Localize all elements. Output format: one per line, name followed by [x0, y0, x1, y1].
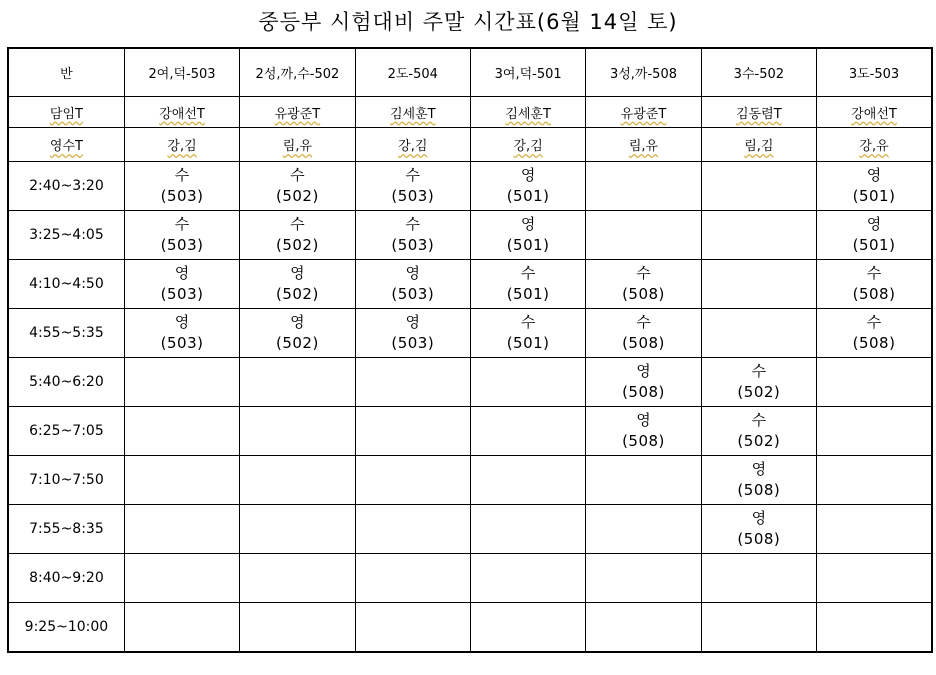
schedule-cell [355, 603, 470, 653]
time-slot-row [8, 358, 932, 407]
schedule-cell [817, 309, 932, 358]
schedule-cell [470, 554, 585, 603]
schedule-cell [124, 407, 239, 456]
time-slot-row [8, 456, 932, 505]
room-label: (502) [737, 432, 781, 450]
schedule-cell [701, 505, 816, 554]
schedule-cell [355, 456, 470, 505]
schedule-cell [355, 309, 470, 358]
homeroom-row-label [8, 97, 124, 128]
room-label: (502) [275, 236, 319, 254]
time-slot-row [8, 260, 932, 309]
subject-label: 영 [751, 460, 767, 478]
room-label: (503) [391, 236, 435, 254]
schedule-cell [586, 211, 701, 260]
schedule-cell [470, 358, 585, 407]
schedule-cell [470, 603, 585, 653]
schedule-cell [586, 554, 701, 603]
time-slot-label: 7:10~7:50 [8, 456, 124, 505]
schedule-cell [124, 554, 239, 603]
subject-label: 수 [290, 215, 305, 233]
engmath-teachers [124, 128, 239, 162]
homeroom-teacher-text: 유광준T [620, 106, 667, 122]
engmath-teachers-text: 강,김 [167, 139, 197, 154]
subject-label: 영 [866, 166, 882, 184]
homeroom-teacher-text: 김세훈T [505, 106, 551, 122]
schedule-cell [240, 162, 355, 211]
time-slot-label: 4:10~4:50 [8, 260, 124, 309]
homeroom-teacher [817, 97, 932, 128]
class-row-label: 반 [8, 48, 124, 97]
subject-label: 영 [866, 215, 882, 233]
room-label: (503) [391, 285, 435, 303]
room-label: (502) [275, 285, 319, 303]
homeroom-teacher [470, 97, 585, 128]
homeroom-teacher [586, 97, 701, 128]
schedule-cell [470, 505, 585, 554]
time-slot-label: 5:40~6:20 [8, 358, 124, 407]
homeroom-teacher-text: 강애선T [159, 106, 205, 122]
engmath-row-label [8, 128, 124, 162]
schedule-cell [701, 162, 816, 211]
room-label: (508) [622, 432, 665, 450]
room-label: (503) [160, 236, 204, 254]
engmath-teachers-text: 림,김 [744, 139, 774, 154]
schedule-cell [586, 456, 701, 505]
class-header-row [8, 48, 932, 97]
schedule-cell [586, 358, 701, 407]
subject-label: 수 [636, 264, 651, 282]
schedule-cell [701, 358, 816, 407]
time-slot-label: 3:25~4:05 [8, 211, 124, 260]
schedule-cell [124, 309, 239, 358]
subject-label: 수 [520, 313, 536, 331]
timetable [7, 47, 933, 653]
schedule-cell [240, 505, 355, 554]
schedule-cell [355, 554, 470, 603]
subject-label: 영 [405, 264, 421, 282]
engmath-row [8, 128, 932, 162]
homeroom-teacher-text: 김동렴T [736, 106, 782, 122]
schedule-cell [124, 505, 239, 554]
class-name: 3성,까-508 [586, 48, 701, 97]
class-name: 2여,덕-503 [124, 48, 239, 97]
schedule-cell [240, 211, 355, 260]
homeroom-teacher-text: 유광준T [274, 106, 321, 122]
schedule-cell [240, 407, 355, 456]
room-label: (503) [160, 334, 204, 352]
schedule-cell [240, 260, 355, 309]
subject-label: 수 [636, 313, 651, 331]
subject-label: 영 [290, 264, 305, 282]
homeroom-teacher-text: 김세훈T [389, 106, 436, 122]
room-label: (501) [506, 334, 550, 352]
schedule-cell [701, 211, 816, 260]
engmath-teachers [240, 128, 355, 162]
schedule-cell [470, 162, 585, 211]
schedule-cell [240, 456, 355, 505]
subject-label: 수 [866, 313, 882, 331]
room-label: (501) [506, 285, 550, 303]
room-label: (501) [852, 187, 896, 205]
room-label: (508) [622, 285, 665, 303]
subject-label: 영 [751, 509, 767, 527]
subject-label: 수 [174, 166, 190, 184]
subject-label: 영 [636, 362, 651, 380]
subject-label: 수 [751, 362, 767, 380]
room-label: (501) [852, 236, 896, 254]
time-slot-label: 7:55~8:35 [8, 505, 124, 554]
subject-label: 수 [866, 264, 882, 282]
time-slot-row [8, 407, 932, 456]
engmath-teachers-text: 강,유 [859, 139, 889, 154]
time-slot-row [8, 211, 932, 260]
schedule-cell [817, 358, 932, 407]
schedule-cell [701, 309, 816, 358]
schedule-cell [470, 260, 585, 309]
schedule-cell [470, 211, 585, 260]
schedule-cell [124, 211, 239, 260]
schedule-cell [355, 358, 470, 407]
homeroom-row-label-text: 담임T [49, 106, 83, 122]
schedule-cell [586, 603, 701, 653]
time-slot-row [8, 603, 932, 653]
time-slot-label: 8:40~9:20 [8, 554, 124, 603]
engmath-teachers [470, 128, 585, 162]
time-slot-label: 6:25~7:05 [8, 407, 124, 456]
schedule-cell [586, 260, 701, 309]
subject-label: 영 [405, 313, 421, 331]
room-label: (508) [737, 481, 781, 499]
homeroom-teacher-text: 강애선T [851, 106, 897, 122]
engmath-teachers-text: 강,김 [398, 139, 428, 154]
time-slot-row [8, 505, 932, 554]
room-label: (503) [391, 187, 435, 205]
schedule-cell [817, 260, 932, 309]
schedule-cell [817, 211, 932, 260]
class-name: 3여,덕-501 [470, 48, 585, 97]
schedule-cell [701, 603, 816, 653]
schedule-cell [817, 554, 932, 603]
schedule-cell [586, 309, 701, 358]
schedule-cell [124, 260, 239, 309]
subject-label: 영 [636, 411, 651, 429]
subject-label: 수 [405, 166, 421, 184]
schedule-cell [124, 456, 239, 505]
time-slot-label: 4:55~5:35 [8, 309, 124, 358]
schedule-cell [817, 407, 932, 456]
homeroom-row [8, 97, 932, 128]
subject-label: 수 [405, 215, 421, 233]
subject-label: 수 [174, 215, 190, 233]
homeroom-teacher [124, 97, 239, 128]
room-label: (501) [506, 236, 550, 254]
time-slot-row [8, 554, 932, 603]
schedule-cell [470, 407, 585, 456]
time-slot-label: 2:40~3:20 [8, 162, 124, 211]
time-slot-row [8, 162, 932, 211]
subject-label: 수 [290, 166, 305, 184]
engmath-teachers [817, 128, 932, 162]
room-label: (503) [160, 285, 204, 303]
room-label: (503) [391, 334, 435, 352]
page-title: 중등부 시험대비 주말 시간표(6월 14일 토) [258, 10, 678, 34]
schedule-cell [817, 505, 932, 554]
schedule-cell [817, 603, 932, 653]
room-label: (501) [506, 187, 550, 205]
class-name: 3도-503 [817, 48, 932, 97]
schedule-cell [240, 358, 355, 407]
schedule-cell [701, 456, 816, 505]
subject-label: 영 [174, 313, 190, 331]
room-label: (508) [622, 334, 665, 352]
time-slot-row [8, 309, 932, 358]
subject-label: 수 [520, 264, 536, 282]
schedule-cell [701, 554, 816, 603]
schedule-cell [470, 456, 585, 505]
room-label: (502) [275, 187, 319, 205]
schedule-cell [124, 603, 239, 653]
schedule-cell [240, 554, 355, 603]
schedule-cell [817, 162, 932, 211]
schedule-cell [124, 358, 239, 407]
room-label: (508) [852, 334, 896, 352]
room-label: (508) [622, 383, 665, 401]
subject-label: 영 [520, 166, 536, 184]
subject-label: 영 [520, 215, 536, 233]
schedule-cell [355, 162, 470, 211]
schedule-cell [701, 407, 816, 456]
class-name: 2도-504 [355, 48, 470, 97]
engmath-teachers-text: 강,김 [513, 139, 543, 154]
room-label: (502) [275, 334, 319, 352]
homeroom-teacher [240, 97, 355, 128]
schedule-cell [586, 505, 701, 554]
schedule-cell [240, 603, 355, 653]
schedule-cell [586, 407, 701, 456]
engmath-teachers-text: 림,유 [628, 139, 659, 154]
schedule-cell [355, 260, 470, 309]
time-slot-label: 9:25~10:00 [8, 603, 124, 653]
schedule-cell [817, 456, 932, 505]
class-name: 3수-502 [701, 48, 816, 97]
subject-label: 영 [174, 264, 190, 282]
schedule-cell [355, 407, 470, 456]
schedule-cell [470, 309, 585, 358]
engmath-teachers [355, 128, 470, 162]
room-label: (508) [737, 530, 781, 548]
room-label: (502) [737, 383, 781, 401]
schedule-cell [355, 505, 470, 554]
schedule-cell [240, 309, 355, 358]
schedule-cell [701, 260, 816, 309]
class-name: 2성,까,수-502 [240, 48, 355, 97]
subject-label: 영 [290, 313, 305, 331]
subject-label: 수 [751, 411, 767, 429]
room-label: (508) [852, 285, 896, 303]
homeroom-teacher [355, 97, 470, 128]
homeroom-teacher [701, 97, 816, 128]
schedule-cell [586, 162, 701, 211]
engmath-teachers [701, 128, 816, 162]
room-label: (503) [160, 187, 204, 205]
schedule-cell [124, 162, 239, 211]
engmath-row-label-text: 영수T [49, 139, 83, 154]
schedule-cell [355, 211, 470, 260]
engmath-teachers-text: 림,유 [282, 139, 313, 154]
time-slots [8, 162, 932, 653]
engmath-teachers [586, 128, 701, 162]
